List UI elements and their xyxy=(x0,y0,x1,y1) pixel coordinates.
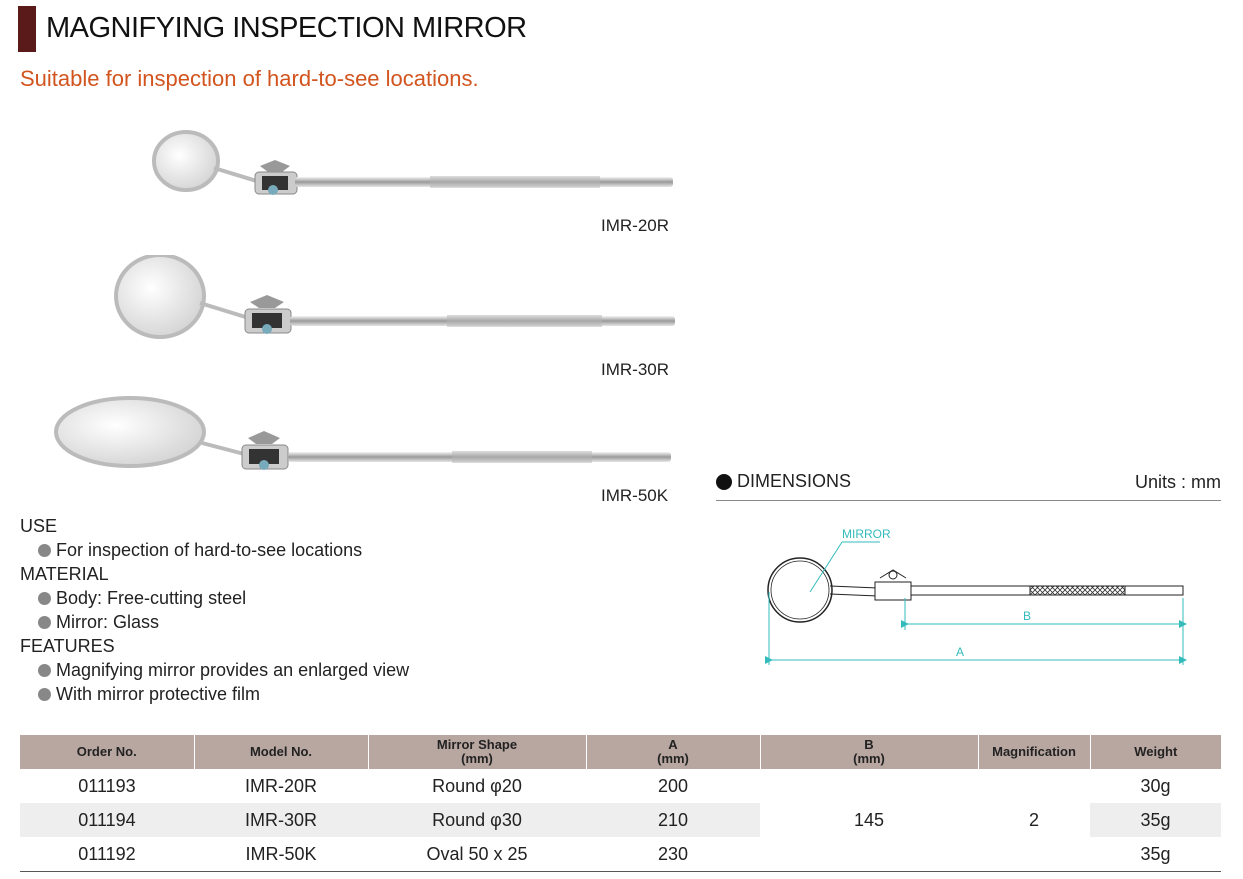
features-item: Magnifying mirror provides an enlarged view xyxy=(20,658,409,682)
use-heading: USE xyxy=(20,516,58,536)
cell-weight: 35g xyxy=(1090,803,1221,837)
cell-model: IMR-20R xyxy=(244,775,317,796)
cell-weight: 35g xyxy=(1090,837,1221,872)
cell-magnification: 2 xyxy=(978,769,1090,872)
dimensions-header xyxy=(716,470,1221,501)
spec-table xyxy=(20,735,1221,872)
col-magnification: Magnification xyxy=(978,735,1090,769)
col-mirror-shape: Mirror Shape (mm) xyxy=(368,735,586,769)
col-weight: Weight xyxy=(1090,735,1221,769)
bullet-icon xyxy=(716,474,732,490)
cell-order: 011194 xyxy=(20,803,194,837)
page-subtitle: Suitable for inspection of hard-to-see locations. xyxy=(20,66,479,91)
use-item: For inspection of hard-to-see locations xyxy=(20,538,409,562)
cell-shape: Round φ20 xyxy=(432,775,522,796)
material-item: Body: Free-cutting steel xyxy=(20,586,409,610)
dimensions-units: Units : mm xyxy=(1134,472,1221,492)
col-a: A (mm) xyxy=(586,735,760,769)
product-label-imr-30r: IMR-30R xyxy=(601,360,670,379)
col-order-no: Order No. xyxy=(20,735,194,769)
material-item: Mirror: Glass xyxy=(20,610,409,634)
cell-a: 230 xyxy=(586,837,760,872)
product-image-imr-30r xyxy=(112,255,682,345)
product-image-imr-20r xyxy=(150,130,680,210)
cell-shape: Round φ30 xyxy=(368,803,586,837)
col-model-no: Model No. xyxy=(194,735,368,769)
cell-model: IMR-30R xyxy=(194,803,368,837)
product-label-imr-50k: IMR-50K xyxy=(601,486,669,505)
dimension-a-label: A xyxy=(956,645,965,659)
features-item: With mirror protective film xyxy=(20,682,409,706)
title-accent-bar xyxy=(18,6,36,52)
table-row xyxy=(20,769,1221,803)
product-label-imr-20r: IMR-20R xyxy=(601,216,670,235)
spec-list xyxy=(20,514,409,706)
mirror-callout: MIRROR xyxy=(842,527,891,541)
dimensions-title: DIMENSIONS xyxy=(737,471,852,491)
features-heading: FEATURES xyxy=(20,636,115,656)
dimension-b-label: B xyxy=(1023,609,1032,623)
cell-a: 200 xyxy=(657,775,689,796)
cell-b: 145 xyxy=(760,769,978,872)
col-b: B (mm) xyxy=(760,735,978,769)
cell-shape: Oval 50 x 25 xyxy=(368,837,586,872)
cell-weight: 30g xyxy=(1140,775,1171,796)
cell-a: 210 xyxy=(586,803,760,837)
cell-order: 011192 xyxy=(20,837,194,872)
cell-order: 011193 xyxy=(78,775,136,796)
material-heading: MATERIAL xyxy=(20,564,109,584)
dimensions-diagram xyxy=(760,520,1200,670)
cell-model: IMR-50K xyxy=(194,837,368,872)
page-title: MAGNIFYING INSPECTION MIRROR xyxy=(46,12,527,44)
product-image-imr-50k xyxy=(52,395,677,475)
